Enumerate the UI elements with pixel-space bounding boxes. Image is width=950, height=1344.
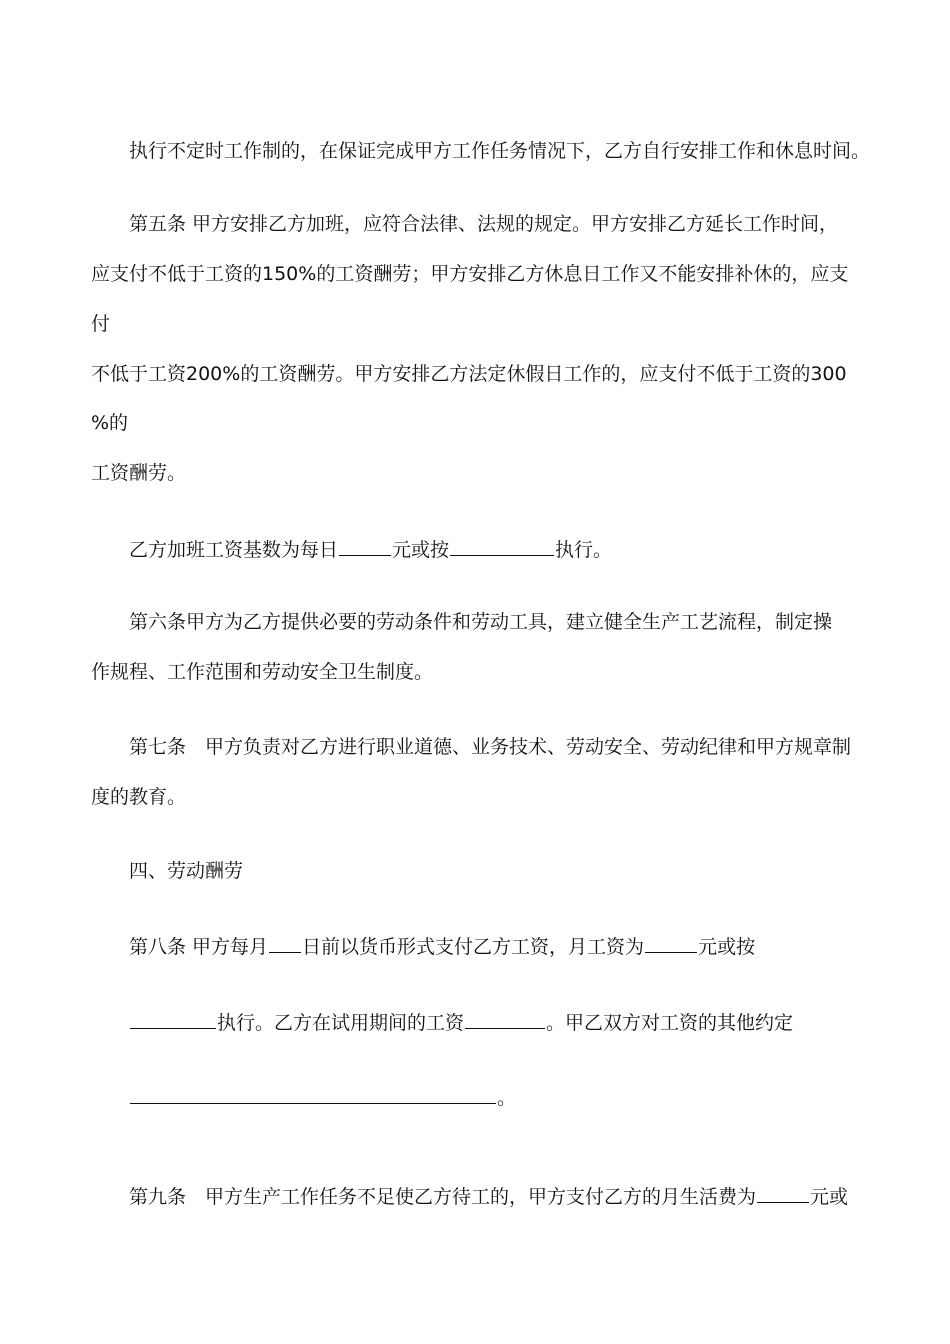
article-5-line-1: 第五条 甲方安排乙方加班，应符合法律、法规的规定。甲方安排乙方延长工作时间， — [129, 213, 839, 235]
text-segment: 元或 — [810, 1186, 849, 1208]
text-segment: 元或按 — [698, 936, 756, 958]
text-segment: 。甲乙双方对工资的其他约定 — [546, 1012, 794, 1034]
article-6-line-2: 作规程、工作范围和劳动安全卫生制度。 — [91, 661, 434, 683]
text-segment: 第八条 甲方每月 — [129, 936, 269, 958]
section-heading: 四、劳动酬劳 — [129, 860, 244, 882]
blank-field — [339, 535, 391, 556]
article-5-line-5: %的 — [91, 412, 129, 434]
text-segment: 。 — [497, 1087, 517, 1109]
text-segment: 日前以货币形式支付乙方工资，月工资为 — [302, 936, 645, 958]
article-8-line-3 — [129, 1083, 516, 1111]
article-5-line-6: 工资酬劳。 — [91, 462, 187, 484]
text-segment: 执行。 — [555, 539, 613, 561]
blank-field — [645, 932, 697, 953]
article-6-line-1: 第六条甲方为乙方提供必要的劳动条件和劳动工具，建立健全生产工艺流程，制定操 — [129, 611, 833, 633]
article-5-line-2: 应支付不低于工资的150%的工资酬劳；甲方安排乙方休息日工作又不能安排补休的，应支 — [91, 263, 849, 285]
text-segment: 执行。乙方在试用期间的工资 — [217, 1012, 465, 1034]
blank-field — [130, 1008, 216, 1029]
article-5-line-4: 不低于工资200%的工资酬劳。甲方安排乙方法定休假日工作的，应支付不低于工资的300 — [91, 363, 847, 385]
article-8-line-2 — [129, 1008, 793, 1036]
blank-field — [269, 932, 301, 953]
blank-field — [130, 1083, 496, 1104]
article-9-line-1 — [129, 1182, 848, 1210]
article-7-line-2: 度的教育。 — [91, 786, 187, 808]
article-5-line-3: 付 — [91, 313, 111, 335]
overtime-base-line — [129, 535, 612, 563]
text-segment: 乙方加班工资基数为每日 — [129, 539, 339, 561]
paragraph-line: 执行不定时工作制的，在保证完成甲方工作任务情况下，乙方自行安排工作和休息时间。 — [129, 140, 871, 162]
blank-field — [465, 1008, 545, 1029]
blank-field — [450, 535, 554, 556]
blank-field — [757, 1182, 809, 1203]
article-7-line-1: 第七条 甲方负责对乙方进行职业道德、业务技术、劳动安全、劳动纪律和甲方规章制 — [129, 736, 852, 758]
article-8-line-1 — [129, 932, 755, 960]
text-segment: 元或按 — [392, 539, 450, 561]
text-segment: 第九条 甲方生产工作任务不足使乙方待工的，甲方支付乙方的月生活费为 — [129, 1186, 757, 1208]
